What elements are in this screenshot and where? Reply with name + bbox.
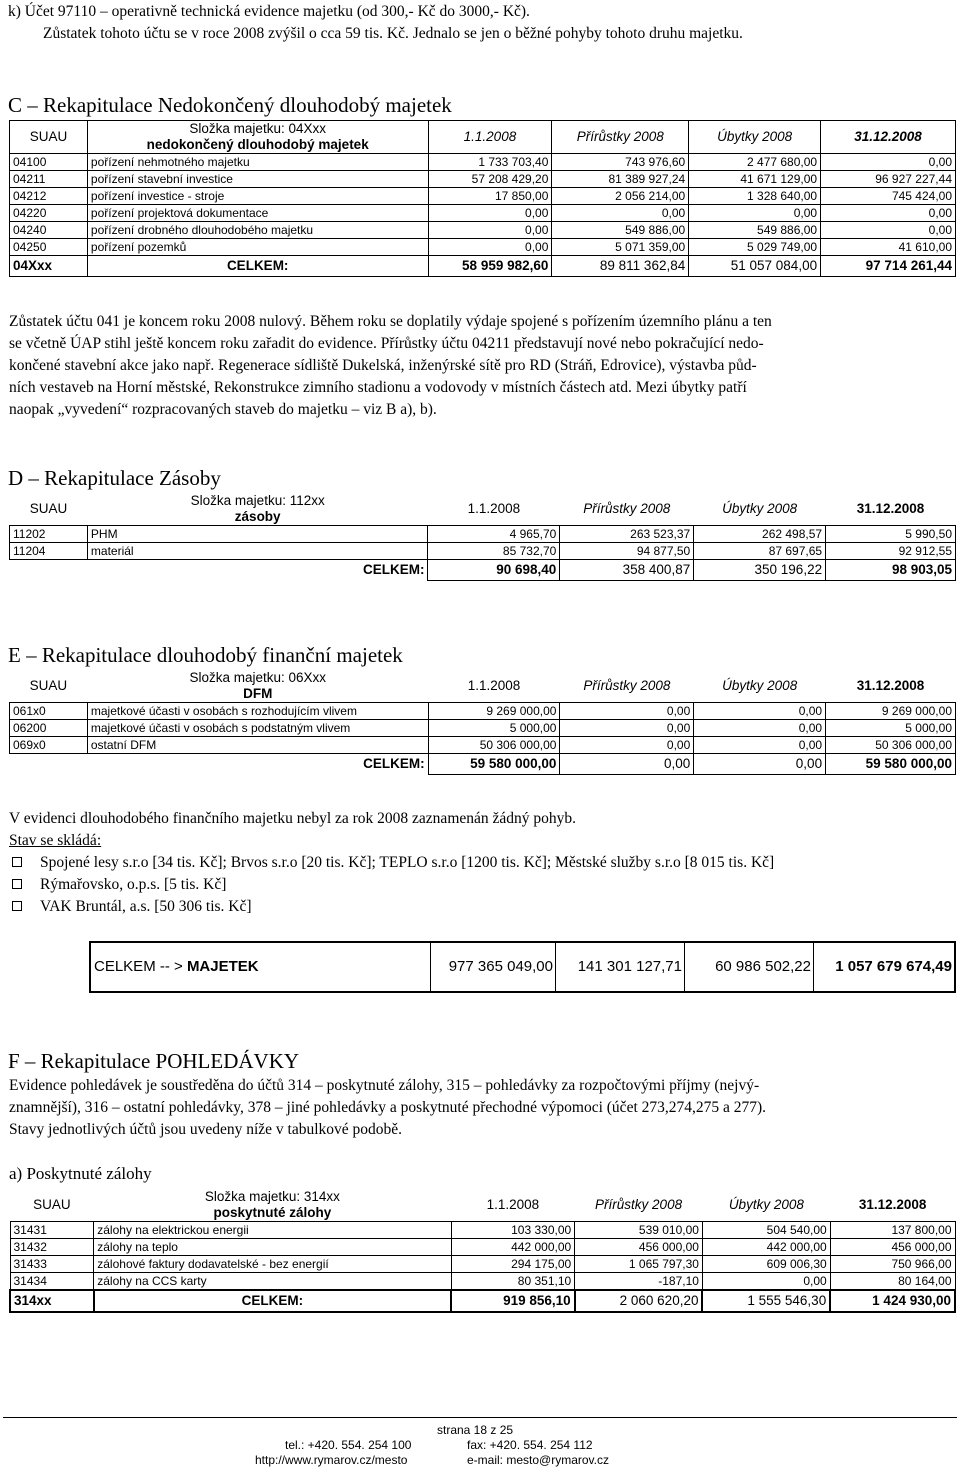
cell-name: ostatní DFM: [87, 737, 428, 754]
top-line-1: k) Účet 97110 – operativně technická evidence majetku (od 300,- Kč do 3000,- Kč).: [8, 3, 530, 20]
hdr-c3: Úbytky 2008: [722, 678, 798, 693]
table-row: [10, 543, 956, 560]
cell-d: 50 306 000,00: [826, 737, 956, 754]
total-b: 2 060 620,20: [575, 1290, 703, 1312]
checkbox-bullet-icon: [12, 857, 22, 867]
cell-d: 750 966,00: [830, 1256, 955, 1273]
hdr-c3: Úbytky 2008: [689, 121, 821, 154]
cell-d: 80 164,00: [830, 1273, 955, 1291]
hdr-c2: Přírůstky 2008: [583, 501, 671, 516]
cell-code: 31434: [10, 1273, 94, 1291]
cell-c: 2 477 680,00: [689, 154, 821, 171]
hdr-c1: 1.1.2008: [428, 121, 552, 154]
cell-d: 5 000,00: [826, 720, 956, 737]
total-c: 51 057 084,00: [689, 256, 821, 277]
cell-b: 0,00: [560, 720, 694, 737]
cell-name: pořízení stavební investice: [87, 171, 428, 188]
hdr-c3: Úbytky 2008: [722, 501, 798, 516]
section-d-heading: D – Rekapitulace Zásoby: [8, 466, 221, 490]
total-label: CELKEM:: [87, 754, 428, 775]
cell-name: zálohy na teplo: [94, 1239, 451, 1256]
cell-c: 0,00: [694, 720, 826, 737]
cell-a: 17 850,00: [428, 188, 552, 205]
cell-code: 04240: [10, 222, 88, 239]
cell-c: 262 498,57: [694, 526, 826, 543]
total-code: 314xx: [10, 1290, 94, 1312]
section-f-text: [9, 1075, 959, 1141]
grand-total-d: 1 057 679 674,49: [835, 958, 952, 975]
table-row: [10, 526, 956, 543]
cell-d: 745 424,00: [821, 188, 956, 205]
hdr-c1: 1.1.2008: [467, 501, 521, 516]
table-row: [10, 239, 956, 256]
cell-code: 061x0: [10, 703, 88, 720]
section-c-text: [9, 311, 959, 421]
cell-code: 31431: [10, 1222, 94, 1239]
cell-name: PHM: [87, 526, 428, 543]
cell-name: pořízení pozemků: [87, 239, 428, 256]
total-b: 0,00: [560, 754, 694, 775]
total-c: 350 196,22: [694, 560, 826, 581]
cell-b: 549 886,00: [552, 222, 689, 239]
hdr-suau: SUAU: [29, 678, 68, 693]
cell-code: 04212: [10, 188, 88, 205]
hdr-slozka: Složka majetku: 04Xxx: [189, 121, 326, 136]
table-row: [10, 720, 956, 737]
cell-name: materiál: [87, 543, 428, 560]
cell-a: 50 306 000,00: [428, 737, 560, 754]
cell-a: 9 269 000,00: [428, 703, 560, 720]
cell-a: 85 732,70: [428, 543, 560, 560]
cell-name: zálohy na CCS karty: [94, 1273, 451, 1291]
cell-code: 11204: [10, 543, 88, 560]
text-line: Evidence pohledávek je soustředěna do účtů 314 – poskytnuté zálohy, 315 – pohledávky za rozpočtovými příjmy (nejvý-: [9, 1077, 760, 1094]
cell-d: 137 800,00: [830, 1222, 955, 1239]
cell-c: 41 671 129,00: [689, 171, 821, 188]
table-row: [10, 1222, 955, 1239]
cell-d: 0,00: [821, 154, 956, 171]
cell-a: 80 351,10: [451, 1273, 575, 1291]
cell-code: 04220: [10, 205, 88, 222]
list-item: VAK Bruntál, a.s. [50 306 tis. Kč]: [12, 896, 774, 918]
hdr-suau: SUAU: [29, 501, 68, 516]
total-c: 0,00: [694, 754, 826, 775]
hdr-c4: 31.12.2008: [856, 678, 925, 693]
footer-fax: fax: +420. 554. 254 112: [467, 1438, 593, 1452]
footer-tel: tel.: +420. 554. 254 100: [285, 1438, 412, 1452]
cell-d: 92 912,55: [826, 543, 956, 560]
table-row: [10, 154, 956, 171]
cell-b: 1 065 797,30: [575, 1256, 703, 1273]
hdr-c1: 1.1.2008: [486, 1197, 540, 1212]
table-row: [10, 1239, 955, 1256]
text-line: ních vestaveb na Horní městské, Rekonstrukce zimního stadionu a vodovody v místních částech atd. Mezi úbytky patří: [9, 379, 747, 396]
section-c-heading: C – Rekapitulace Nedokončený dlouhodobý majetek: [8, 93, 452, 117]
hdr-slozka: Složka majetku: 06Xxx: [189, 670, 326, 685]
cell-b: -187,10: [575, 1273, 703, 1291]
total-b: 358 400,87: [560, 560, 694, 581]
cell-name: majetkové účasti v osobách s podstatným vlivem: [87, 720, 428, 737]
hdr-c2: Přírůstky 2008: [583, 678, 671, 693]
cell-name: pořízení investice - stroje: [87, 188, 428, 205]
cell-c: 0,00: [702, 1273, 830, 1291]
cell-name: zálohy na elektrickou energii: [94, 1222, 451, 1239]
cell-b: 456 000,00: [575, 1239, 703, 1256]
cell-b: 0,00: [560, 703, 694, 720]
total-d: 97 714 261,44: [821, 256, 956, 277]
table-e: [9, 670, 956, 775]
hdr-slozka: Složka majetku: 112xx: [190, 493, 325, 508]
cell-d: 5 990,50: [826, 526, 956, 543]
hdr-name: nedokončený dlouhodobý majetek: [146, 137, 369, 152]
cell-a: 103 330,00: [451, 1222, 575, 1239]
table-d: [9, 493, 956, 581]
total-code: 04Xxx: [10, 256, 88, 277]
hdr-c4: 31.12.2008: [856, 501, 925, 516]
table-c: [9, 120, 956, 277]
cell-b: 0,00: [552, 205, 689, 222]
cell-code: 04250: [10, 239, 88, 256]
checkbox-bullet-icon: [12, 879, 22, 889]
table-row: [10, 188, 956, 205]
cell-name: pořízení projektová dokumentace: [87, 205, 428, 222]
cell-c: 549 886,00: [689, 222, 821, 239]
hdr-c4: 31.12.2008: [821, 121, 956, 154]
grand-total-box: [89, 941, 956, 993]
total-c: 1 555 546,30: [702, 1290, 830, 1312]
grand-total-b: 141 301 127,71: [556, 943, 685, 991]
cell-d: 9 269 000,00: [826, 703, 956, 720]
cell-code: 04211: [10, 171, 88, 188]
footer-email: e-mail: mesto@rymarov.cz: [467, 1453, 609, 1467]
total-d: 59 580 000,00: [826, 754, 956, 775]
cell-d: 0,00: [821, 222, 956, 239]
top-line-2: Zůstatek tohoto účtu se v roce 2008 zvýšil o cca 59 tis. Kč. Jednalo se jen o běžné pohyby tohoto druhu majetku.: [43, 25, 743, 42]
total-b: 89 811 362,84: [552, 256, 689, 277]
cell-code: 04100: [10, 154, 88, 171]
cell-c: 609 006,30: [702, 1256, 830, 1273]
cell-code: 31432: [10, 1239, 94, 1256]
cell-b: 81 389 927,24: [552, 171, 689, 188]
grand-total-c: 60 986 502,22: [685, 943, 814, 991]
hdr-suau: SUAU: [10, 121, 88, 154]
bullet-list: [12, 852, 774, 918]
cell-d: 456 000,00: [830, 1239, 955, 1256]
table-row: [10, 1273, 955, 1291]
table-row: [10, 737, 956, 754]
cell-c: 87 697,65: [694, 543, 826, 560]
list-item: Rýmařovsko, o.p.s. [5 tis. Kč]: [12, 874, 774, 896]
total-label: CELKEM:: [94, 1290, 451, 1312]
cell-name: pořízení nehmotného majetku: [87, 154, 428, 171]
table-row: [10, 171, 956, 188]
section-e-text: V evidenci dlouhodobého finančního majetku nebyl za rok 2008 zaznamenán žádný pohyb.: [9, 810, 577, 827]
hdr-suau: SUAU: [33, 1197, 71, 1212]
total-a: 59 580 000,00: [428, 754, 560, 775]
cell-c: 0,00: [694, 703, 826, 720]
hdr-c1: 1.1.2008: [467, 678, 521, 693]
total-a: 58 959 982,60: [428, 256, 552, 277]
cell-d: 96 927 227,44: [821, 171, 956, 188]
hdr-c3: Úbytky 2008: [728, 1197, 804, 1212]
cell-b: 2 056 214,00: [552, 188, 689, 205]
cell-code: 11202: [10, 526, 88, 543]
table-row: [10, 222, 956, 239]
footer-divider: [3, 1417, 957, 1418]
cell-b: 263 523,37: [560, 526, 694, 543]
cell-a: 0,00: [428, 205, 552, 222]
hdr-name: zásoby: [234, 509, 281, 524]
text-line: Zůstatek účtu 041 je koncem roku 2008 nulový. Během roku se doplatily výdaje spojené s pořízením územního plánu a ten: [9, 313, 772, 330]
cell-name: majetkové účasti v osobách s rozhodujícím vlivem: [87, 703, 428, 720]
hdr-name: poskytnuté zálohy: [213, 1205, 332, 1220]
hdr-name: DFM: [243, 686, 273, 701]
cell-code: 31433: [10, 1256, 94, 1273]
subheading-a: a) Poskytnuté zálohy: [9, 1164, 152, 1183]
cell-c: 5 029 749,00: [689, 239, 821, 256]
text-line: končené stavební akce jako např. Regenerace sídliště Dukelská, inženýrské sítě pro RD (Stráň, Edrovice), výstavba půd-: [9, 357, 757, 374]
cell-a: 0,00: [428, 239, 552, 256]
cell-b: 743 976,60: [552, 154, 689, 171]
footer-page: strana 18 z 25: [437, 1423, 514, 1437]
cell-a: 1 733 703,40: [428, 154, 552, 171]
section-e-heading: E – Rekapitulace dlouhodobý finanční majetek: [8, 643, 403, 667]
hdr-slozka: Složka majetku: 314xx: [204, 1189, 340, 1204]
cell-code: 06200: [10, 720, 88, 737]
cell-c: 504 540,00: [702, 1222, 830, 1239]
cell-b: 94 877,50: [560, 543, 694, 560]
total-label: CELKEM:: [87, 256, 428, 277]
cell-c: 0,00: [694, 737, 826, 754]
total-label: CELKEM:: [87, 560, 428, 581]
text-line: znamnější), 316 – ostatní pohledávky, 378 – jiné pohledávky a poskytnuté přechodné výpomoci (účet 273,274,275 a 277).: [9, 1099, 767, 1116]
cell-b: 5 071 359,00: [552, 239, 689, 256]
checkbox-bullet-icon: [12, 901, 22, 911]
cell-code: 069x0: [10, 737, 88, 754]
cell-c: 0,00: [689, 205, 821, 222]
section-f-heading: F – Rekapitulace POHLEDÁVKY: [8, 1049, 300, 1073]
stav-label: Stav se skládá:: [9, 832, 102, 849]
text-line: se včetně ÚAP stihl ještě koncem roku zařadit do evidence. Přírůstky účtu 04211 představují nové nebo pokračující nedo-: [9, 335, 764, 352]
cell-b: 539 010,00: [575, 1222, 703, 1239]
table-row: [10, 1256, 955, 1273]
grand-total-label: CELKEM -- > MAJETEK: [91, 943, 431, 991]
cell-a: 5 000,00: [428, 720, 560, 737]
list-item: Spojené lesy s.r.o [34 tis. Kč]; Brvos s.r.o [20 tis. Kč]; TEPLO s.r.o [1200 tis. Kč]; Městské služby s.r.o [8 015 tis. Kč]: [12, 852, 774, 874]
table-f: [9, 1189, 956, 1313]
cell-d: 0,00: [821, 205, 956, 222]
total-a: 90 698,40: [428, 560, 560, 581]
total-d: 1 424 930,00: [830, 1290, 955, 1312]
cell-name: pořízení drobného dlouhodobého majetku: [87, 222, 428, 239]
total-d: 98 903,05: [826, 560, 956, 581]
grand-total-a: 977 365 049,00: [431, 943, 556, 991]
text-line: Stavy jednotlivých účtů jsou uvedeny níže v tabulkové podobě.: [9, 1121, 403, 1138]
hdr-c4: 31.12.2008: [858, 1197, 927, 1212]
footer-web: http://www.rymarov.cz/mesto: [255, 1453, 408, 1467]
cell-c: 442 000,00: [702, 1239, 830, 1256]
table-row: [10, 205, 956, 222]
text-line: naopak „vyvedení“ rozpracovaných staveb do majetku – viz B a), b).: [9, 401, 437, 418]
cell-a: 0,00: [428, 222, 552, 239]
hdr-c2: Přírůstky 2008: [552, 121, 689, 154]
total-a: 919 856,10: [451, 1290, 575, 1312]
cell-b: 0,00: [560, 737, 694, 754]
table-row: [10, 703, 956, 720]
cell-a: 57 208 429,20: [428, 171, 552, 188]
cell-d: 41 610,00: [821, 239, 956, 256]
cell-a: 294 175,00: [451, 1256, 575, 1273]
cell-a: 442 000,00: [451, 1239, 575, 1256]
hdr-c2: Přírůstky 2008: [595, 1197, 683, 1212]
cell-name: zálohové faktury dodavatelské - bez energií: [94, 1256, 451, 1273]
cell-a: 4 965,70: [428, 526, 560, 543]
cell-c: 1 328 640,00: [689, 188, 821, 205]
